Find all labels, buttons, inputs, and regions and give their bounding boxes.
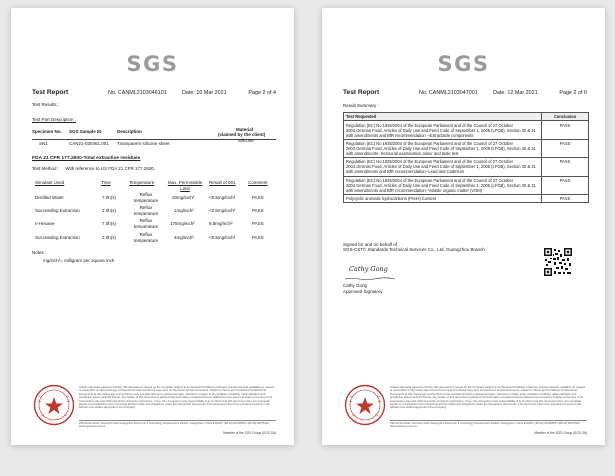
row-result: <0.5mg/inch² bbox=[209, 195, 236, 200]
company-address: 198 Kezhu Road, Scientech Park Guangzhou Economic & Technology Development District, Guangzhou, China 510663 t (86-20) 82155555 f (86-20) 82075113 www.sgsgroup.com.cn bbox=[79, 420, 276, 428]
row-temperature: Reflux temperature bbox=[133, 232, 159, 243]
test-requested: Polycyclic aromatic hydrocarbons (PAHs) Content bbox=[344, 195, 542, 202]
disclaimer-text: Unless otherwise agreed in writing, this document is issued by the Company subject to its General Conditions of Service printed overleaf, available on request or accessible at http://www.sgs.com/en/Terms-and-Conditions.aspx and, for electronic format documents, subject to Terms and Conditions for Electronic Documents at http://www.sgs.com/en/Terms-and-Conditions/Terms-e-Document.aspx. Attention is drawn to the limitation of liability, indemnification and jurisdiction issues defined therein. Any holder of this document is advised that information contained hereon reflects the Company's findings at the time of its intervention only and within the limits of Client's instructions, if any. The Company's sole responsibility is to its Client and this document does not exonerate parties to a transaction from exercising all their rights and obligations under the transaction documents. This document cannot be reproduced except in full, without prior written approval of the Company. bbox=[390, 385, 586, 410]
row-result: <0.5mg/inch² bbox=[209, 208, 236, 213]
row-simulant: Distilled Water bbox=[35, 195, 64, 200]
specimen-material: Silicone bbox=[238, 138, 254, 143]
summary-header-row bbox=[344, 113, 588, 120]
signed-company-text: SGS-CSTC Standards Technical Services Co., Ltd. Guangzhou Branch bbox=[343, 247, 485, 252]
specimen-id: CAN21-030461.001 bbox=[69, 141, 109, 146]
sgs-member-note: Member of the SGS Group (SGS SA) bbox=[223, 431, 276, 435]
col-test-requested: Test Requested bbox=[344, 113, 542, 120]
table-row bbox=[344, 139, 588, 157]
conclusion: PASS bbox=[559, 196, 571, 202]
signatory-name: Cathy Gong bbox=[343, 283, 368, 288]
row-temperature: Reflux temperature bbox=[133, 218, 159, 229]
col-simulant: Simulant Used bbox=[35, 180, 65, 185]
conclusion: PASS bbox=[559, 177, 571, 183]
notes-label: Notes : bbox=[32, 250, 47, 255]
report-date: Date: 12 Mar 2021 bbox=[493, 90, 538, 96]
sgs-logo: SGS bbox=[437, 52, 490, 76]
specimen-no: SN1 bbox=[39, 141, 48, 146]
row-time: 7.0h(s) bbox=[102, 195, 117, 200]
sgs-logo: SGS bbox=[126, 52, 179, 76]
row-simulant: Succeeding Extraction bbox=[35, 235, 80, 240]
row-temperature: Reflux temperature bbox=[133, 192, 159, 203]
page-number: Page 2 of 4 bbox=[248, 90, 276, 96]
row-temperature: Reflux temperature bbox=[133, 205, 159, 216]
test-requested: Regulation (EC) No 1935/2004 of the European Parliament and of the Council of 27 October 2004,German Food, Articles of Daily Use and Feed Code of September 1, 2005 (LFGB), Section 30 & 31 with amendments and BfR recommendation --Extractable components bbox=[344, 121, 542, 138]
col-conclusion: Conclusion bbox=[553, 114, 577, 120]
conclusion: PASS bbox=[559, 140, 571, 146]
col-result: Result of 001 bbox=[209, 180, 236, 185]
row-comment: PASS bbox=[252, 208, 264, 213]
report-header bbox=[32, 89, 276, 99]
row-simulant: n-Hexane bbox=[35, 221, 55, 226]
row-comment: PASS bbox=[252, 195, 264, 200]
col-limit: Max. Permissible Limit bbox=[167, 180, 203, 191]
row-simulant: Succeeding Extraction bbox=[35, 208, 80, 213]
page-footer bbox=[32, 385, 276, 435]
company-address: 198 Kezhu Road, Scientech Park Guangzhou Economic & Technology Development District, Guangzhou, China 510663 t (86-20) 82155555 f (86-20) 82075113 www.sgsgroup.com.cn bbox=[390, 420, 587, 428]
report-title: Test Report bbox=[32, 89, 69, 96]
report-number: No. CANML2103047001 bbox=[419, 90, 478, 96]
sgs-member-note: Member of the SGS Group (SGS SA) bbox=[534, 431, 587, 435]
section-title: FDA 21 CFR 177.2600-Total extractive residues bbox=[32, 156, 141, 161]
report-title: Test Report bbox=[343, 89, 380, 96]
col-temperature: Temperature bbox=[129, 180, 155, 185]
signed-for-text: Signed for and on behalf of bbox=[343, 242, 398, 247]
table-row bbox=[344, 176, 588, 194]
notes-text: mg/inch²= milligram per square inch bbox=[43, 258, 115, 263]
table-row bbox=[344, 157, 588, 175]
row-limit: 4mg/inch² bbox=[174, 235, 194, 240]
page-footer bbox=[343, 385, 587, 435]
report-page-1 bbox=[11, 8, 294, 445]
disclaimer-text: Unless otherwise agreed in writing, this document is issued by the Company subject to its General Conditions of Service printed overleaf, available on request or accessible at http://www.sgs.com/en/Terms-and-Conditions.aspx and, for electronic format documents, subject to Terms and Conditions for Electronic Documents at http://www.sgs.com/en/Terms-and-Conditions/Terms-e-Document.aspx. Attention is drawn to the limitation of liability, indemnification and jurisdiction issues defined therein. Any holder of this document is advised that information contained hereon reflects the Company's findings at the time of its intervention only and within the limits of Client's instructions, if any. The Company's sole responsibility is to its Client and this document does not exonerate parties to a transaction from exercising all their rights and obligations under the transaction documents. This document cannot be reproduced except in full, without prior written approval of the Company. bbox=[79, 385, 275, 410]
row-time: 2.0h(s) bbox=[102, 208, 117, 213]
row-time: 7.0h(s) bbox=[102, 221, 117, 226]
test-requested: Regulation (EC) No 1935/2004 of the European Parliament and of the Council of 27 October 2004,German Food, Articles of Daily Use and Feed Code of September 1, 2005 (LFGB), Section 30 & 31 with amendments--Sensorial examination odour and taste test bbox=[344, 140, 542, 157]
report-header bbox=[343, 89, 587, 99]
report-page-2 bbox=[322, 8, 605, 445]
row-result: 9.8mg/inch² bbox=[209, 221, 233, 226]
signature-stroke-icon bbox=[344, 276, 396, 282]
table-row bbox=[344, 120, 588, 138]
result-summary-label: Result Summary : bbox=[343, 103, 379, 108]
table-row bbox=[344, 194, 588, 202]
row-comment: PASS bbox=[252, 221, 264, 226]
specimen-header-material: Material bbox=[236, 127, 254, 132]
test-requested: Regulation (EC) No 1935/2004 of the European Parliament and of the Council of 27 October 2004,German Food, Articles of Daily Use and Feed Code of September 1, 2005 (LFGB), Section 30 & 31 with amendments and BfR recommendation--Lead and Cadmium bbox=[344, 158, 542, 175]
signatory-role: Approved Signatory bbox=[343, 289, 383, 294]
row-limit: 20mg/inch² bbox=[172, 195, 195, 200]
specimen-header-id: SGS Sample ID bbox=[69, 129, 102, 134]
conclusion: PASS bbox=[559, 122, 571, 128]
specimen-header-claimed: (claimed by the client) bbox=[218, 132, 266, 137]
specimen-description: Transparent silicone sheet bbox=[117, 141, 170, 146]
col-comment: Comment bbox=[248, 180, 268, 185]
part-description-label: Test Part Description : bbox=[32, 117, 77, 122]
row-comment: PASS bbox=[252, 235, 264, 240]
company-seal-icon bbox=[33, 384, 75, 426]
specimen-header-no: Specimen No. bbox=[32, 129, 62, 134]
page-number: Page 2 of 6 bbox=[559, 90, 587, 96]
row-limit: 175mg/inch² bbox=[170, 221, 195, 226]
conclusion: PASS bbox=[559, 159, 571, 165]
col-time: Time bbox=[101, 180, 111, 185]
qr-code-icon bbox=[544, 248, 572, 276]
summary-table bbox=[343, 112, 589, 203]
report-number: No. CANML2103046101 bbox=[108, 90, 167, 96]
row-time: 2.0h(s) bbox=[102, 235, 117, 240]
row-limit: 1mg/inch² bbox=[174, 208, 194, 213]
test-requested: Regulation (EC) No 1935/2004 of the European Parliament and of the Council of 27 October 2004,German Food, Articles of Daily Use and Feed Code of September 1, 2005 (LFGB), Section 30 & 31 with amendments and BfR recommendation--Volatile organic matter (VOM) bbox=[344, 177, 542, 194]
signature: Cathy Gong bbox=[349, 265, 388, 273]
row-result: <0.5mg/inch² bbox=[209, 235, 236, 240]
test-method: Test Method : With reference to US FDA 21 CFR 177.2600. bbox=[32, 166, 156, 171]
test-results-label: Test Results : bbox=[32, 102, 60, 107]
specimen-header-desc: Description bbox=[117, 129, 142, 134]
report-date: Date: 10 Mar 2021 bbox=[182, 90, 227, 96]
company-seal-icon bbox=[344, 384, 386, 426]
